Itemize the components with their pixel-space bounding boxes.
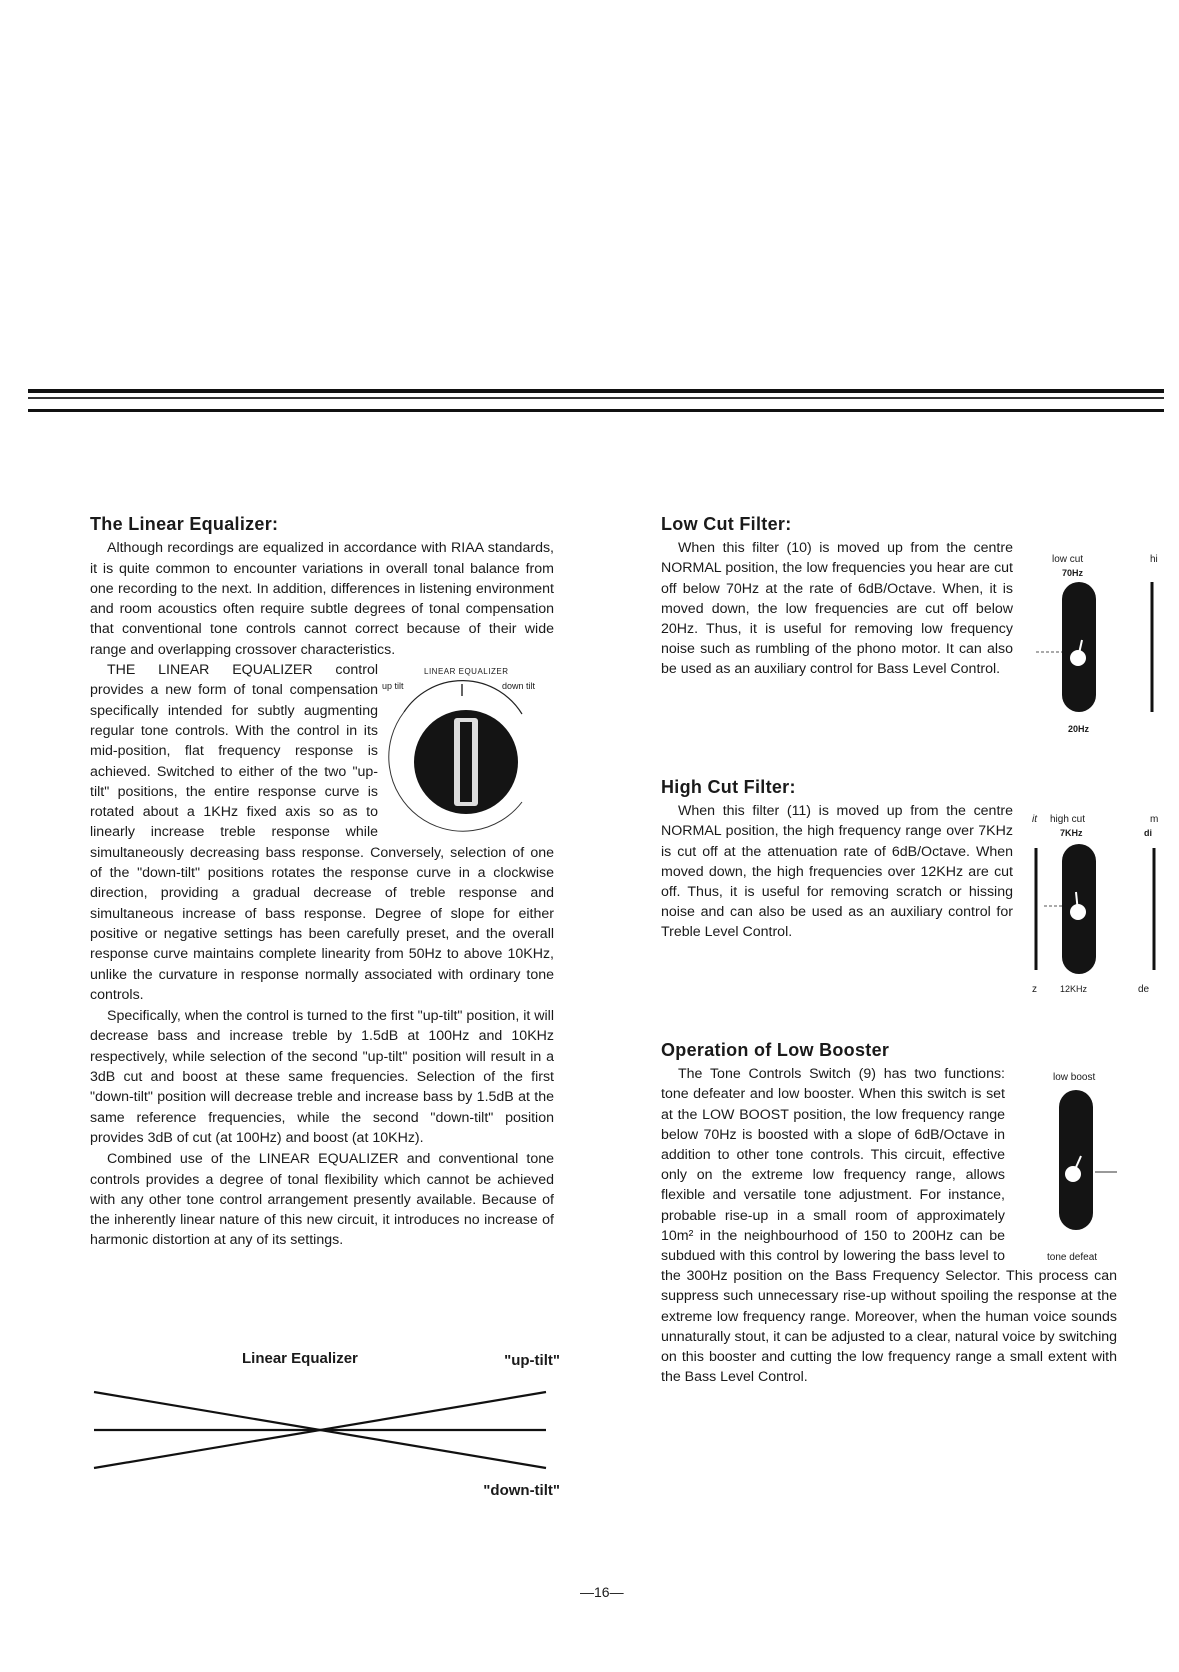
tone-defeat-label: tone defeat xyxy=(1047,1252,1098,1264)
high-cut-12khz-label: 12KHz xyxy=(1060,984,1088,994)
up-tilt-label: "up-tilt" xyxy=(504,1352,560,1369)
linear-equalizer-knob-figure xyxy=(382,662,560,840)
top-rule-thick xyxy=(28,389,1164,393)
page-number: —16— xyxy=(580,1584,624,1600)
linear-equalizer-heading: The Linear Equalizer: xyxy=(90,514,279,534)
high-cut-heading: High Cut Filter: xyxy=(661,777,796,797)
knob-up-tilt-label: up tilt xyxy=(382,681,404,692)
high-cut-switch-figure xyxy=(1030,810,1164,1000)
linear-equalizer-para-1: Although recordings are equalized in accordance with RIAA standards, it is quite common to encounter variations in overall tonal balance from one recording to the next. In addition, differences in listening environment and room acoustics often require subtle degrees of tonal compensation that conventional tone controls cannot correct because of their wide range and overlapping crossover characteristics. xyxy=(90,540,554,658)
low-cut-20hz-label: 20Hz xyxy=(1068,724,1090,734)
low-cut-switch-icon xyxy=(1034,578,1164,738)
linear-equalizer-para-2: THE LINEAR EQUALIZER control provides a new form of tonal compensation specifically intended for subtly augmenting regular tone controls. With the control in its mid-position, flat frequency response is achieved. Switched to either of the two "up-tilt" positions, the entire response curve is rotated about a 1KHz fixed axis so as to linearly increase treble response while simultaneously decreasing bass response. Conversely, selection of one of the "down-tilt" positions rotates the response curve in a clockwise direction, providing a gradual decrease of treble response and simultaneous increase of bass response. Degree of slope for either positive or negative settings has been carefully preset, and the overall response curve maintains complete linearity from 50Hz to above 10KHz, unlike the curvature in response normally associated with ordinary tone controls. xyxy=(90,662,554,1003)
low-cut-edge-label: hi xyxy=(1150,554,1158,565)
down-tilt-label: "down-tilt" xyxy=(483,1482,560,1499)
high-cut-switch-icon xyxy=(1030,840,1164,990)
low-booster-section xyxy=(661,1040,1117,1387)
low-booster-body: The Tone Controls Switch (9) has two functions: tone defeater and low booster. When this switch is set at the LOW BOOST position, the low frequency range below 70Hz is boosted with a slope of 6dB/Octave in addition to other tone controls. This circuit, effective only on the extreme low frequency range, allows flexible and versatile tone adjustment. For instance, probable rise-up in a small room of approximately 10m² in the neighbourhood of 150 to 200Hz can be subdued with this control by lowering the bass level to the 300Hz position on the Bass Frequency Selector. This process can suppress such unnecessary rise-up without spoiling the response at the extreme low frequency range. Moreover, when the human voice sounds unnaturally stout, it can be adjusted to a clear, natural voice by switching on this booster and cutting the low frequency range a small extent with the Bass Level Control. xyxy=(661,1066,1117,1386)
top-rule-thin xyxy=(28,397,1164,399)
high-cut-edge-bottom-left: z xyxy=(1032,984,1037,995)
linear-equalizer-section xyxy=(90,514,554,1251)
linear-equalizer-tilt-diagram xyxy=(90,1350,560,1510)
high-cut-edge-right-2: di xyxy=(1144,828,1152,838)
low-cut-switch-label: low cut xyxy=(1052,554,1084,565)
high-cut-edge-left: it xyxy=(1032,814,1037,825)
low-cut-heading: Low Cut Filter: xyxy=(661,514,792,534)
knob-figure-title: LINEAR EQUALIZER xyxy=(424,667,509,677)
linear-equalizer-para-3: Specifically, when the control is turned to the first "up-tilt" position, it will decrease bass and increase treble by 1.5dB at 100Hz and 10KHz respectively, while selection of the second "up-tilt" position will result in a 3dB cut and boost at these same frequencies. Selection of the first "down-tilt" position will decrease treble and increase bass by 1.5dB at the same reference frequencies, while the second "down-tilt" position provides 3dB of cut (at 100Hz) and boost (at 10KHz). xyxy=(90,1008,554,1146)
low-cut-70hz-label: 70Hz xyxy=(1062,568,1084,578)
tilt-diagram-title: Linear Equalizer xyxy=(242,1350,358,1367)
high-cut-7khz-label: 7KHz xyxy=(1060,828,1083,838)
knob-down-tilt-label: down tilt xyxy=(502,681,536,692)
linear-equalizer-para-4: Combined use of the LINEAR EQUALIZER and conventional tone controls provides a degree of tonal flexibility which cannot be achieved with any other tone control arrangement presently available. Because of the inherently linear nature of this new circuit, it introduces no increase of harmonic distortion at any of its settings. xyxy=(90,1151,554,1249)
high-cut-edge-right: m xyxy=(1150,814,1159,825)
low-booster-switch-figure xyxy=(1011,1064,1123,1264)
low-cut-switch-figure xyxy=(1034,550,1164,740)
high-cut-section xyxy=(661,777,1013,943)
low-booster-heading: Operation of Low Booster xyxy=(661,1040,890,1060)
high-cut-body: When this filter (11) is moved up from the centre NORMAL position, the high frequency range over 7KHz is cut off at the attenuation rate of 6dB/Octave. When moved down, the high frequencies over 12KHz are cut off. Thus, it is useful for removing scratch or hissing noise and can also be used as an auxiliary control for Treble Level Control. xyxy=(661,803,1013,941)
low-boost-label: low boost xyxy=(1053,1072,1096,1084)
low-cut-body: When this filter (10) is moved up from the centre NORMAL position, the low frequencies you hear are cut off below 70Hz at the rate of 6dB/Octave. When, it is moved down, the low frequencies are cut off below 20Hz. Thus, it is useful for removing low frequency noise such as rumbling of the phono motor. It can also be used as an auxiliary control for Bass Level Control. xyxy=(661,540,1013,678)
low-cut-section xyxy=(661,514,1013,680)
high-cut-switch-label: high cut xyxy=(1050,814,1086,825)
low-booster-switch-icon xyxy=(1011,1084,1123,1244)
top-rule-bottom xyxy=(28,409,1164,412)
high-cut-edge-bottom-right: de xyxy=(1138,984,1150,995)
